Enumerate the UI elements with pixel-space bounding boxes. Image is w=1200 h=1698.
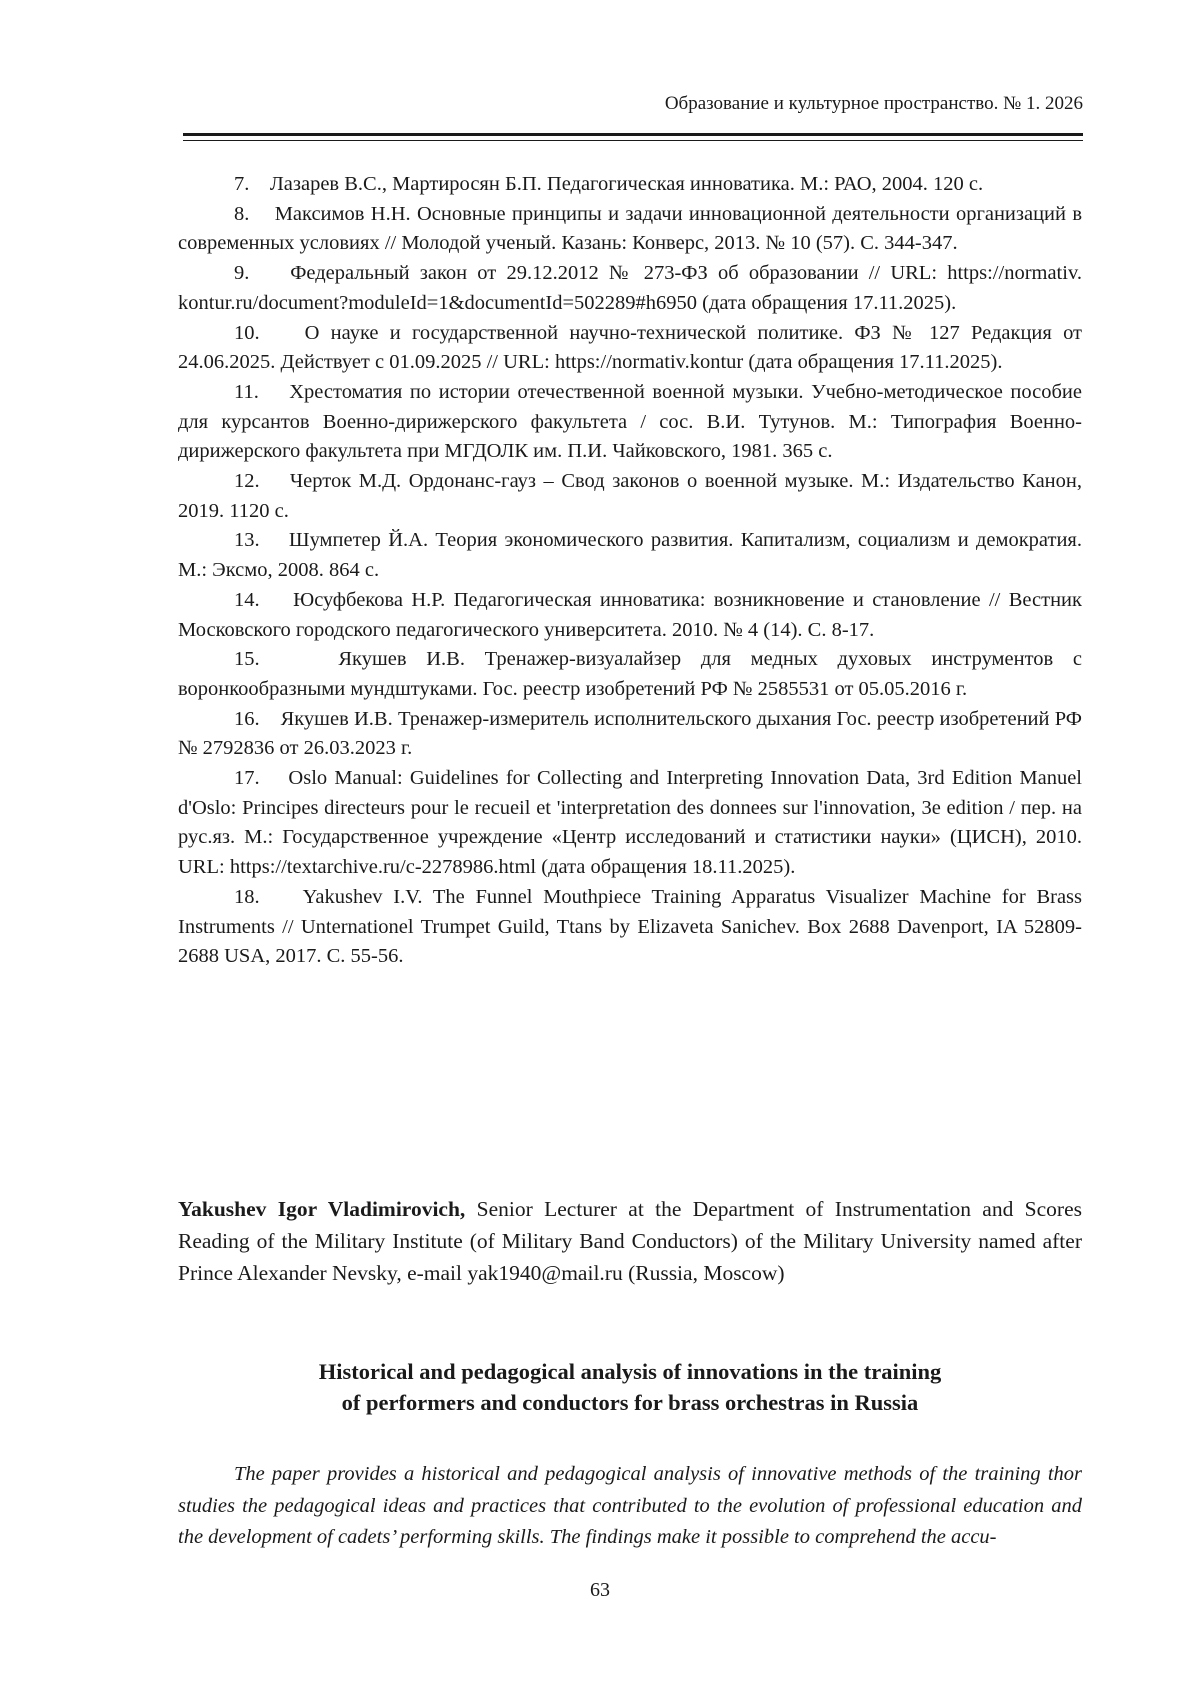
article-abstract: The paper provides a historical and pedagogical analysis of innovative methods of the training thor studies the pedagogical ideas and practices that contributed to the evolution of professional education and the development of cadets’ performing skills. The findings make it possible to comprehend the accu-: [178, 1463, 1082, 1548]
reference-number: 16.: [234, 707, 260, 730]
reference-number: 17.: [234, 767, 260, 790]
reference-text: О науке и государственной научно-технической политике. ФЗ № 127 Редакция от 24.06.2025. Действует с 01.09.2025 // URL: https://normativ.kontur (дата обращения 17.11.2025).: [178, 321, 1083, 374]
reference-number: 10.: [234, 321, 260, 344]
reference-item-13: [178, 526, 1082, 585]
reference-number: 15.: [234, 648, 260, 671]
author-affiliation: Senior Lecturer at the Department of Instrumentation and Scores Reading of the Military Institute (of Military Band Conductors) of the Military University named after Prince Alexander Nevsky, e-mail yak1940@mail.ru (Russia, Moscow): [178, 1197, 1082, 1285]
reference-text: Юсуфбекова Н.Р. Педагогическая инноватика: возникновение и становление // Вестник Московского городского педагогического университета. 2010. № 4 (14). С. 8-17.: [178, 588, 1082, 641]
reference-item-11: [178, 378, 1082, 467]
reference-item-15: [178, 645, 1082, 704]
reference-text: Якушев И.В. Тренажер-визуалайзер для медных духовых инструментов с воронкообразными мундштуками. Гос. реестр изобретений РФ № 2585531 от 05.05.2016 г.: [178, 648, 1082, 700]
reference-text: Лазарев В.С., Мартиросян Б.П. Педагогическая инноватика. М.: РАО, 2004. 120 с.: [269, 173, 984, 195]
reference-text: Черток М.Д. Ордонанс-гауз – Свод законов о военной музыке. М.: Издательство Канон, 2019. 1120 с.: [178, 470, 1082, 522]
author-name: Yakushev Igor Vladimirovich,: [178, 1197, 466, 1221]
reference-item-7: [178, 170, 1082, 200]
reference-text: Oslo Manual: Guidelines for Collecting and Interpreting Innovation Data, 3rd Edition Manuel d'Oslo: Principes directeurs pour le recueil et 'interpretation des donnees sur l'innovation, 3e edition / пер. на рус.яз. М.: Государственное учреждение «Центр исследований и статистики науки» (ЦИСН), 2010. URL: https://textarchive.ru/c-2278986.html (дата обращения 18.11.2025).: [178, 767, 1083, 879]
header-rule-thin: [183, 140, 1083, 141]
reference-item-16: [178, 705, 1082, 764]
reference-item-14: [178, 586, 1082, 645]
reference-text: Федеральный закон от 29.12.2012 № 273-ФЗ об образовании // URL: https://normativ. kontur.ru/document?moduleId=1&documentId=502289#h6950 (дата обращения 17.11.2025).: [178, 262, 1082, 314]
reference-item-10: [178, 319, 1082, 378]
reference-text: Yakushev I.V. The Funnel Mouthpiece Training Apparatus Visualizer Machine for Brass Instruments // Unternationel Trumpet Guild, Ttans by Elizaveta Sanichev. Box 2688 Davenport, IA 52809-2688 USA, 2017. С. 55-56.: [178, 885, 1083, 968]
article-title-line-2: of performers and conductors for brass orchestras in Russia: [341, 1390, 919, 1415]
reference-text: Максимов Н.Н. Основные принципы и задачи инновационной деятельности организаций в современных условиях // Молодой ученый. Казань: Конверс, 2013. № 10 (57). С. 344-347.: [178, 202, 1083, 255]
page-number: 63: [590, 1579, 610, 1601]
author-info: [178, 1193, 1082, 1289]
reference-item-8: [178, 200, 1082, 259]
reference-text: Хрестоматия по истории отечественной военной музыки. Учебно-методическое пособие для курсантов Военно-дирижерского факультета / сос. В.И. Тутунов. М.: Типография Военно-дирижерского факультета при МГДОЛК им. П.И. Чайковского, 1981. 365 с.: [178, 380, 1082, 463]
article-title-line-1: Historical and pedagogical analysis of innovations in the training: [318, 1359, 942, 1384]
reference-number: 7.: [234, 173, 250, 195]
reference-item-12: [178, 467, 1082, 526]
reference-number: 13.: [234, 529, 260, 552]
reference-item-18: [178, 883, 1082, 972]
reference-number: 9.: [234, 262, 250, 285]
reference-list: [178, 170, 1082, 972]
reference-text: Шумпетер Й.А. Теория экономического развития. Капитализм, социализм и демократия. М.: Эксмо, 2008. 864 с.: [178, 529, 1082, 582]
reference-number: 12.: [234, 470, 260, 493]
reference-item-9: [178, 259, 1082, 318]
article-title: [178, 1356, 1082, 1418]
running-header: Образование и культурное пространство. № 1. 2026: [664, 93, 1083, 114]
reference-number: 8.: [234, 202, 250, 225]
reference-number: 11.: [234, 380, 259, 403]
reference-number: 18.: [234, 885, 260, 908]
reference-text: Якушев И.В. Тренажер-измеритель исполнительского дыхания Гос. реестр изобретений РФ № 2792836 от 26.03.2023 г.: [178, 707, 1082, 760]
reference-item-17: [178, 764, 1082, 883]
header-rule-thick: [183, 133, 1083, 136]
reference-number: 14.: [234, 588, 260, 611]
